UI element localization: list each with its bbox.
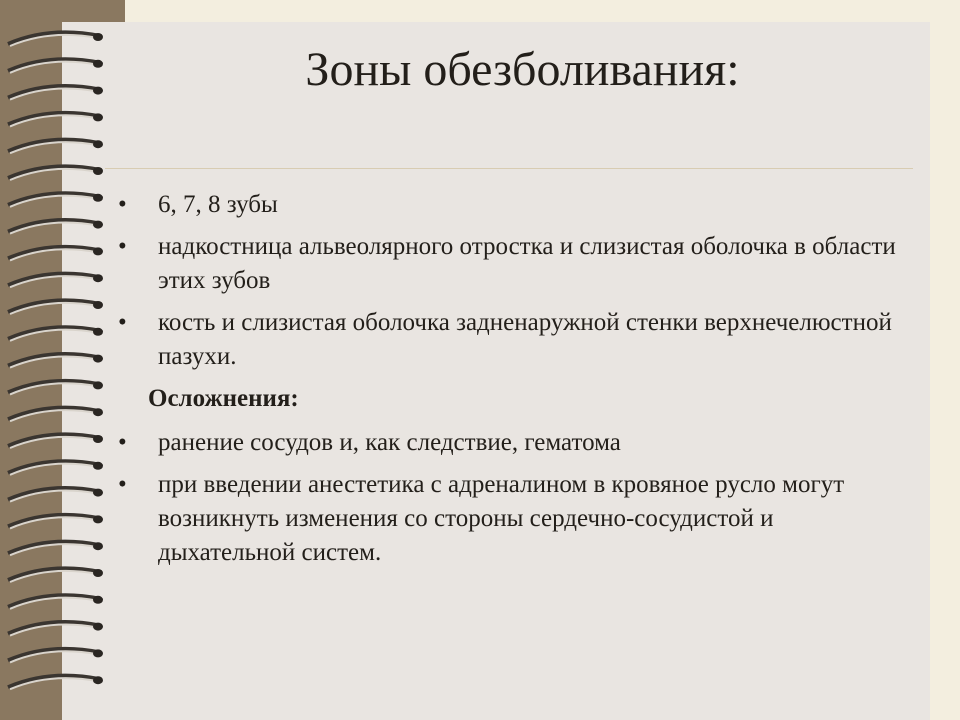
spiral-ring-icon <box>8 488 103 502</box>
spiral-ring-icon <box>8 595 103 609</box>
spiral-ring-icon <box>8 381 103 395</box>
list-item <box>118 230 898 298</box>
complication-text: ранение сосудов и, как следствие, гематома <box>158 429 621 456</box>
spiral-ring-icon <box>8 542 103 556</box>
spiral-ring-icon <box>8 32 103 46</box>
bullet-icon: • <box>118 471 127 498</box>
spiral-ring-icon <box>8 515 103 529</box>
spiral-ring-icon <box>8 113 103 127</box>
list-item <box>118 468 898 570</box>
spiral-ring-icon <box>8 434 103 448</box>
spiral-ring-icon <box>8 408 103 422</box>
slide-title: Зоны обезболивания: <box>305 43 740 96</box>
list-item <box>118 426 898 460</box>
spiral-ring-icon <box>8 461 103 475</box>
spiral-ring-icon <box>8 140 103 154</box>
spiral-binding-icon <box>0 22 125 698</box>
spiral-ring-icon <box>8 327 103 341</box>
zone-text: 6, 7, 8 зубы <box>158 191 278 218</box>
zone-text: кость и слизистая оболочка задненаружной стенки верхнечелюстной пазухи. <box>158 309 892 370</box>
bullet-icon: • <box>118 233 127 260</box>
slide-body <box>118 188 898 578</box>
spiral-ring-icon <box>8 300 103 314</box>
spiral-ring-icon <box>8 220 103 234</box>
spiral-ring-icon <box>8 354 103 368</box>
bullet-icon: • <box>118 191 127 218</box>
spiral-ring-icon <box>8 676 103 690</box>
title-divider <box>105 168 913 169</box>
spiral-ring-icon <box>8 193 103 207</box>
complications-heading: Осложнения: <box>148 385 299 412</box>
spiral-ring-icon <box>8 568 103 582</box>
zone-text: надкостница альвеолярного отростка и слизистая оболочка в области этих зубов <box>158 233 896 294</box>
spiral-ring-icon <box>8 59 103 73</box>
spiral-ring-icon <box>8 622 103 636</box>
spiral-ring-icon <box>8 166 103 180</box>
list-item <box>118 306 898 374</box>
bullet-icon: • <box>118 429 127 456</box>
complication-text: при введении анестетика с адреналином в кровяное русло могут возникнуть изменения со стороны сердечно-сосудистой и дыхательной систем. <box>158 471 845 566</box>
spiral-ring-icon <box>8 649 103 663</box>
list-item <box>118 188 898 222</box>
spiral-ring-icon <box>8 274 103 288</box>
bullet-icon: • <box>118 309 127 336</box>
spiral-ring-icon <box>8 86 103 100</box>
spiral-ring-icon <box>8 247 103 261</box>
